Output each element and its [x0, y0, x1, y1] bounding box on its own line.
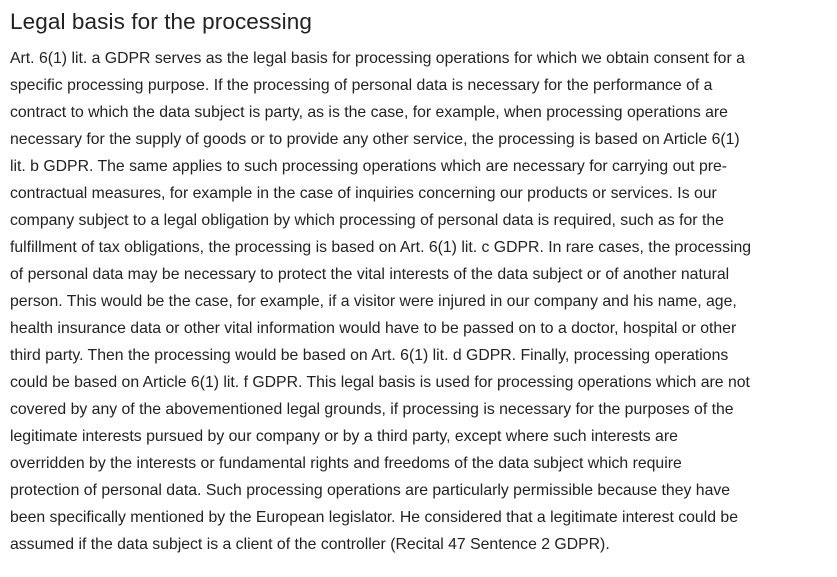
paragraph-line: person. This would be the case, for example, if a visitor were injured in our company and his name, age, — [10, 293, 737, 310]
paragraph-line: covered by any of the abovementioned legal grounds, if processing is necessary for the purposes of the — [10, 401, 734, 418]
paragraph-line: legitimate interests pursued by our company or by a third party, except where such interests are — [10, 428, 678, 445]
paragraph-line: health insurance data or other vital information would have to be passed on to a doctor, hospital or other — [10, 320, 737, 337]
paragraph-line: overridden by the interests or fundamental rights and freedoms of the data subject which require — [10, 455, 682, 472]
legal-basis-paragraph — [10, 45, 830, 558]
paragraph-line: Art. 6(1) lit. a GDPR serves as the legal basis for processing operations for which we obtain consent for a — [10, 50, 745, 67]
paragraph-line: of personal data may be necessary to protect the vital interests of the data subject or of another natural — [10, 266, 730, 283]
paragraph-line: lit. b GDPR. The same applies to such processing operations which are necessary for carrying out pre- — [10, 158, 728, 175]
paragraph-line: could be based on Article 6(1) lit. f GDPR. This legal basis is used for processing operations which are not — [10, 374, 750, 391]
paragraph-line: assumed if the data subject is a client of the controller (Recital 47 Sentence 2 GDPR). — [10, 536, 610, 553]
paragraph-line: company subject to a legal obligation by which processing of personal data is required, such as for the — [10, 212, 724, 229]
section-heading: Legal basis for the processing — [10, 9, 312, 34]
paragraph-line: been specifically mentioned by the European legislator. He considered that a legitimate interest could be — [10, 509, 738, 526]
paragraph-line: contract to which the data subject is party, as is the case, for example, when processing operations are — [10, 104, 728, 121]
paragraph-line: specific processing purpose. If the processing of personal data is necessary for the performance of a — [10, 77, 713, 94]
paragraph-line: protection of personal data. Such processing operations are particularly permissible because they have — [10, 482, 731, 499]
paragraph-line: fulfillment of tax obligations, the processing is based on Art. 6(1) lit. c GDPR. In rare cases, the processing — [10, 239, 752, 256]
paragraph-line: third party. Then the processing would be based on Art. 6(1) lit. d GDPR. Finally, processing operations — [10, 347, 729, 364]
paragraph-line: contractual measures, for example in the case of inquiries concerning our products or services. Is our — [10, 185, 717, 202]
paragraph-line: necessary for the supply of goods or to provide any other service, the processing is based on Article 6(1) — [10, 131, 740, 148]
legal-basis-section — [10, 6, 830, 558]
